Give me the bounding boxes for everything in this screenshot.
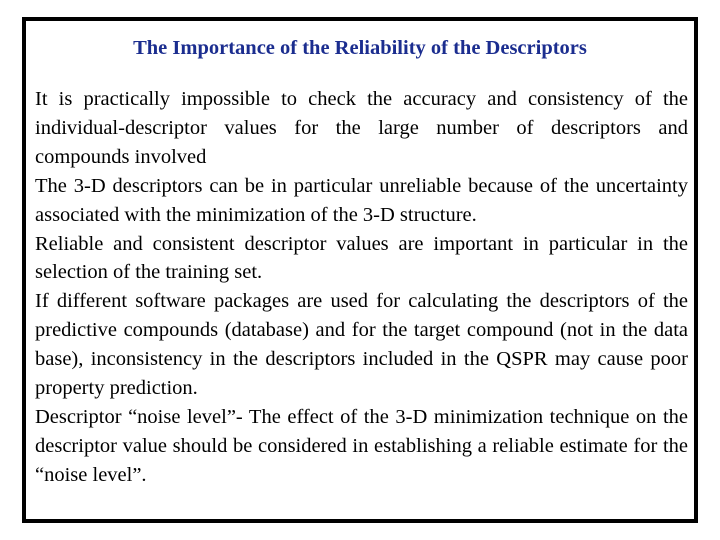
paragraph-training-set: Reliable and consistent descriptor values are important in particular in the selection of the training set. [35,232,688,284]
paragraph-3d-descriptors: The 3-D descriptors can be in particular unreliable because of the uncertainty associated with the minimization of the 3-D structure. [35,174,688,226]
slide-frame [22,17,698,523]
slide-body [35,85,688,490]
paragraph-software-packages: If different software packages are used for calculating the descriptors of the predictive compounds (database) and for the target compound (not in the data base), inconsistency in the descriptors included in the QSPR may cause poor property prediction. [35,290,688,400]
slide-title: The Importance of the Reliability of the Descriptors [133,37,587,59]
paragraph-noise-level: Descriptor “noise level”- The effect of the 3-D minimization technique on the descriptor value should be considered in establishing a reliable estimate for the “noise level”. [35,405,688,486]
paragraph-accuracy-consistency: It is practically impossible to check the accuracy and consistency of the individual-descriptor values for the large number of descriptors and compounds involved [35,88,688,168]
